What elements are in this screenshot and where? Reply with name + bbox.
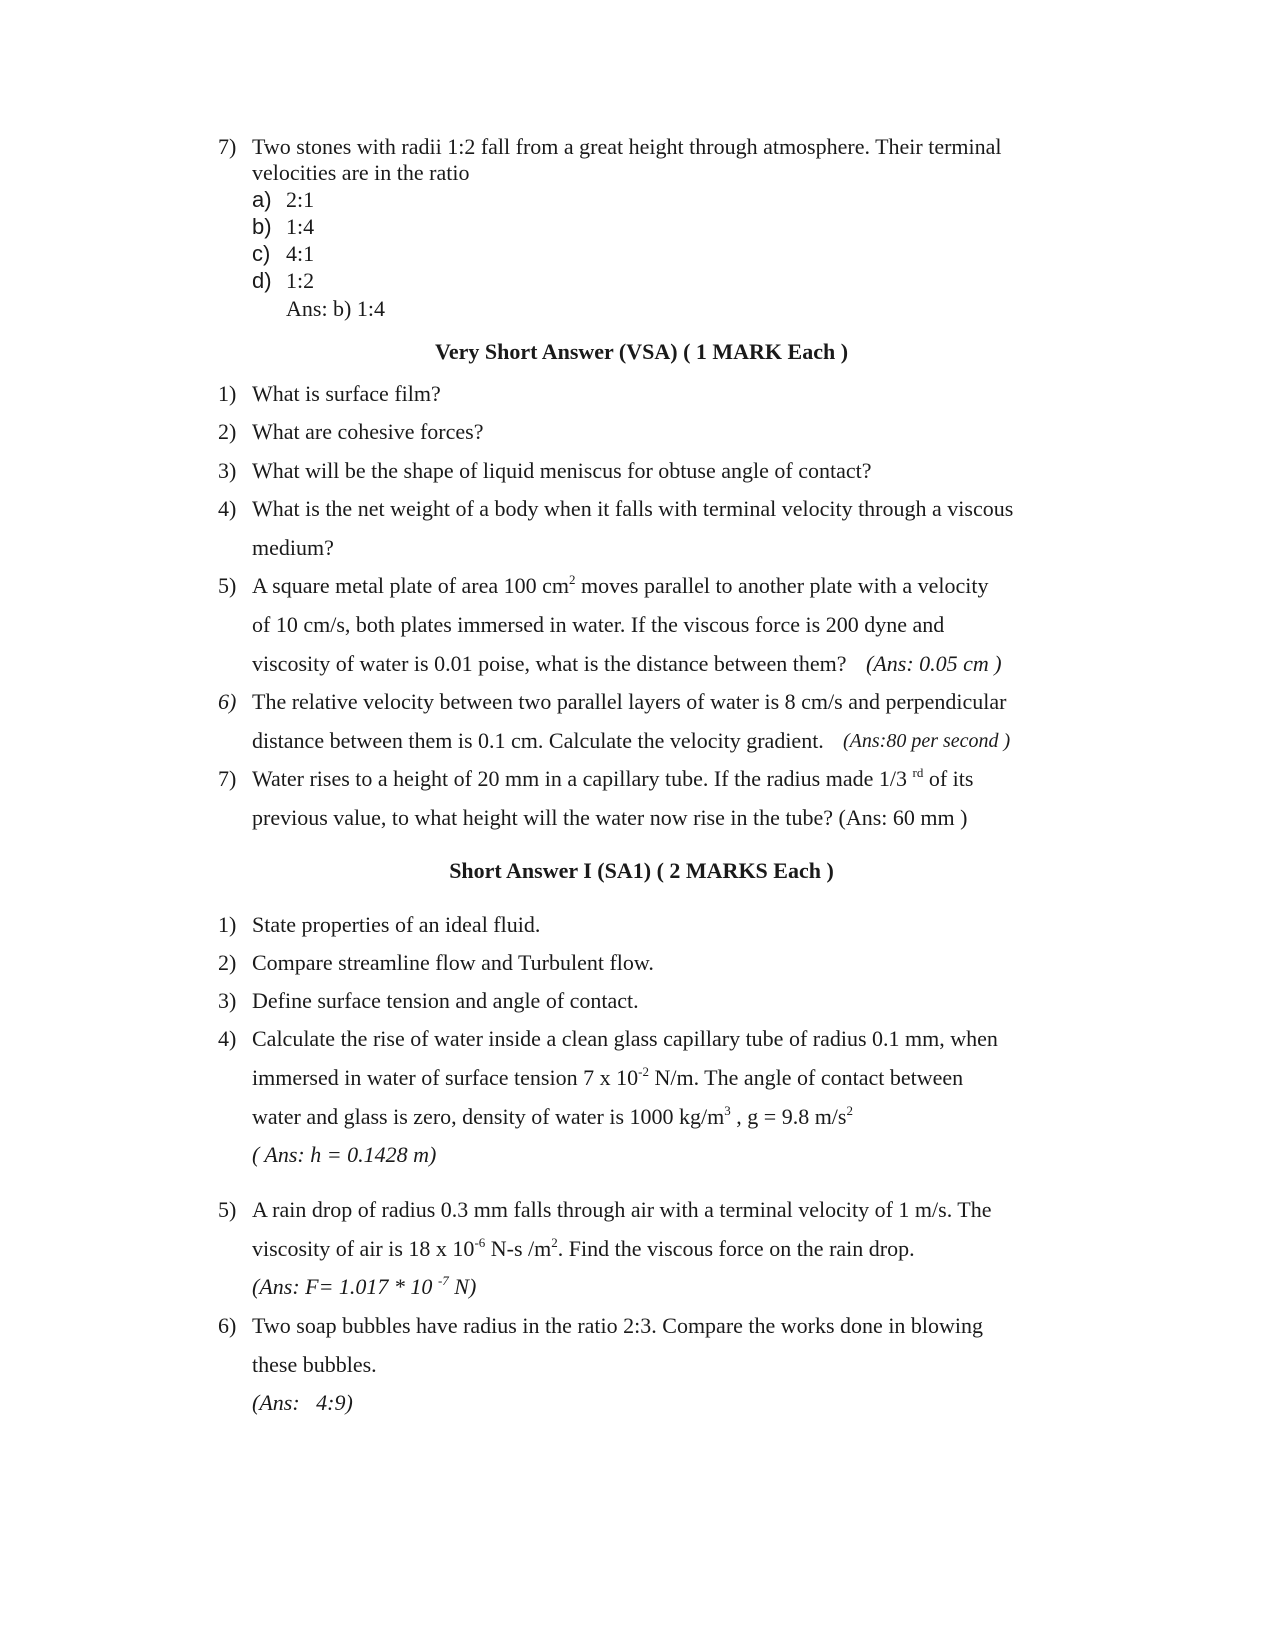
vsa-q5-line: viscosity of water is 0.01 poise, what is the distance between them? [252, 651, 847, 676]
vsa-q6-line: distance between them is 0.1 cm. Calculate the velocity gradient. [252, 728, 824, 753]
vsa-q3-text: What will be the shape of liquid meniscus for obtuse angle of contact? [252, 458, 872, 483]
vsa-q6-line: The relative velocity between two parallel layers of water is 8 cm/s and perpendicular [252, 689, 1007, 714]
sa1-q1-text: State properties of an ideal fluid. [252, 912, 541, 937]
vsa-q1-number: 1) [218, 381, 237, 406]
vsa-q5-answer: (Ans: 0.05 cm ) [866, 651, 1002, 676]
option-text: 2:1 [286, 187, 315, 212]
option-letter: c) [252, 241, 271, 266]
sa1-q2-text: Compare streamline flow and Turbulent flow. [252, 950, 654, 975]
vsa-q4-line: What is the net weight of a body when it falls with terminal velocity through a viscous [252, 496, 1014, 521]
vsa-q5-number: 5) [218, 573, 237, 598]
option-letter: d) [252, 268, 272, 293]
sa1-q6-answer: (Ans: 4:9) [252, 1390, 353, 1415]
vsa-q3-number: 3) [218, 458, 237, 483]
option-text: 1:2 [286, 268, 315, 293]
sa1-q6-line: Two soap bubbles have radius in the ratio 2:3. Compare the works done in blowing [252, 1313, 984, 1338]
vsa-q5-line: A square metal plate of area 100 $cm^2$ moves parallel to another plate with a velocity [252, 572, 989, 598]
vsa-q5-line: of 10 cm/s, both plates immersed in water. If the viscous force is 200 dyne and [252, 612, 945, 637]
sa1-q3-text: Define surface tension and angle of contact. [252, 988, 639, 1013]
sa1-q4-line: immersed in water of surface tension 7 x $10^{-2}$ N/m. The angle of contact between [252, 1064, 964, 1090]
sa1-q5-line: viscosity of air is 18 x $10^{-6}$ N-s $/m^2$. Find the viscous force on the rain drop. [252, 1235, 915, 1261]
mcq-answer: Ans: b) 1:4 [286, 296, 385, 321]
option-letter: a) [252, 187, 272, 212]
sa1-q4-answer: ( Ans: h = 0.1428 m) [252, 1142, 437, 1167]
sa1-heading: Short Answer I (SA1) ( 2 MARKS Each ) [449, 858, 834, 883]
sa1-q4-line: Calculate the rise of water inside a clean glass capillary tube of radius 0.1 mm, when [252, 1026, 998, 1051]
vsa-heading: Very Short Answer (VSA) ( 1 MARK Each ) [434, 339, 849, 364]
sa1-q5-number: 5) [218, 1197, 237, 1222]
mcq-number: 7) [218, 134, 237, 159]
vsa-q7-line: Water rises to a height of 20 mm in a capillary tube. If the radius made 1/3 $^{rd}$ of its [252, 765, 974, 791]
vsa-q2-number: 2) [218, 419, 237, 444]
sa1-q6-number: 6) [218, 1313, 237, 1338]
option-letter: b) [252, 214, 272, 239]
vsa-q4-line: medium? [252, 535, 334, 560]
vsa-q2-text: What are cohesive forces? [252, 419, 484, 444]
vsa-q4-number: 4) [218, 496, 237, 521]
sa1-q6-line: these bubbles. [252, 1352, 377, 1377]
mcq-question-line: Two stones with radii 1:2 fall from a great height through atmosphere. Their terminal [252, 134, 1002, 159]
vsa-q1-text: What is surface film? [252, 381, 441, 406]
sa1-q5-answer: (Ans: F= 1.017 * 10 $^{-7}$ N) [252, 1273, 477, 1299]
sa1-q1-number: 1) [218, 912, 237, 937]
vsa-q6-answer: (Ans:80 per second ) [843, 730, 1011, 752]
vsa-q6-number: 6) [218, 689, 237, 714]
mcq-question-line: velocities are in the ratio [252, 160, 470, 185]
sa1-q5-line: A rain drop of radius 0.3 mm falls through air with a terminal velocity of 1 m/s. The [252, 1197, 992, 1222]
sa1-q2-number: 2) [218, 950, 237, 975]
vsa-q7-number: 7) [218, 766, 237, 791]
sa1-q4-number: 4) [218, 1026, 237, 1051]
option-text: 4:1 [286, 241, 315, 266]
sa1-q3-number: 3) [218, 988, 237, 1013]
vsa-q7-line: previous value, to what height will the water now rise in the tube? (Ans: 60 mm ) [252, 805, 968, 830]
sa1-q4-line: water and glass is zero, density of water is 1000 $kg/m^3$ , g = 9.8 $m/s^2$ [252, 1103, 853, 1129]
option-text: 1:4 [286, 214, 315, 239]
